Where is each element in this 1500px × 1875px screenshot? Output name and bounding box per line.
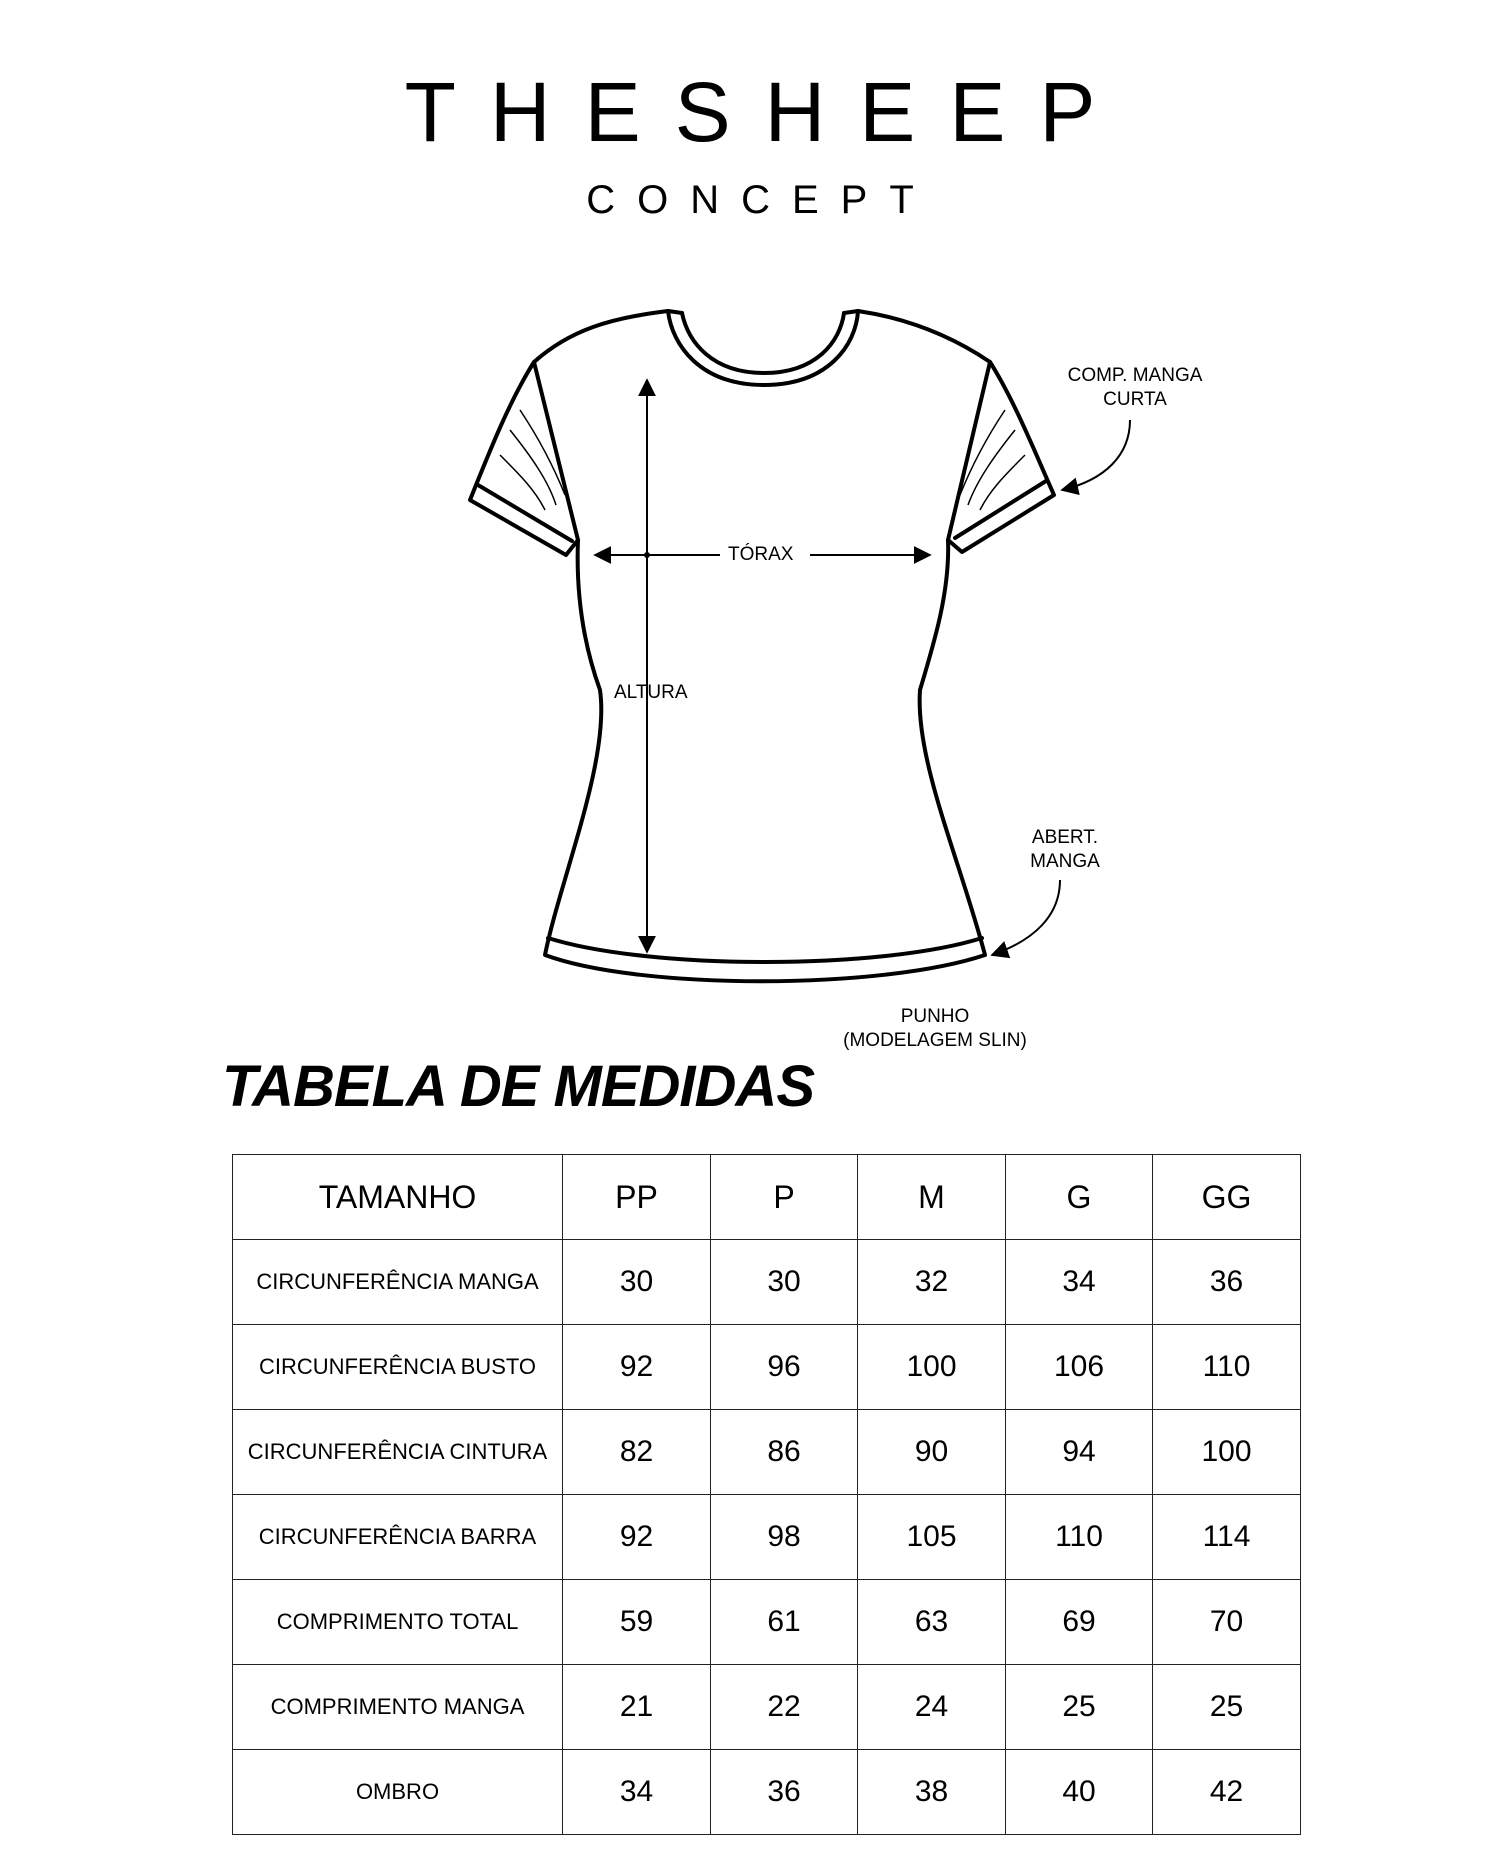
measurement-cell: 25: [1153, 1665, 1301, 1750]
label-abert-manga: [1010, 826, 1120, 874]
measurement-cell: 90: [858, 1410, 1006, 1495]
measurement-cell: 63: [858, 1580, 1006, 1665]
size-header-cell: G: [1006, 1155, 1153, 1240]
table-row: [233, 1410, 1301, 1495]
size-table: [232, 1154, 1301, 1835]
label-comp-manga: [1040, 364, 1230, 412]
sleeve-fold-lines: [500, 410, 1025, 510]
measurement-cell: 69: [1006, 1580, 1153, 1665]
table-row: [233, 1750, 1301, 1835]
measurement-cell: 22: [711, 1665, 858, 1750]
table-row: [233, 1665, 1301, 1750]
size-header-cell: GG: [1153, 1155, 1301, 1240]
measurement-cell: 100: [858, 1325, 1006, 1410]
measurement-cell: 92: [563, 1325, 711, 1410]
measurement-cell: 105: [858, 1495, 1006, 1580]
label-punho-line2: (MODELAGEM SLIN): [843, 1029, 1027, 1051]
measurement-cell: 106: [1006, 1325, 1153, 1410]
row-label: CIRCUNFERÊNCIA CINTURA: [233, 1410, 563, 1495]
measurement-cell: 59: [563, 1580, 711, 1665]
label-altura: ALTURA: [614, 682, 688, 703]
measurement-cell: 32: [858, 1240, 1006, 1325]
measurement-cell: 82: [563, 1410, 711, 1495]
measurement-cell: 114: [1153, 1495, 1301, 1580]
row-label: CIRCUNFERÊNCIA MANGA: [233, 1240, 563, 1325]
measurement-cell: 96: [711, 1325, 858, 1410]
size-header-cell: M: [858, 1155, 1006, 1240]
comp-manga-pointer: [1062, 420, 1130, 490]
label-comp-manga-line1: COMP. MANGA: [1067, 365, 1203, 386]
row-label: CIRCUNFERÊNCIA BUSTO: [233, 1325, 563, 1410]
table-row: [233, 1325, 1301, 1410]
measurement-cell: 100: [1153, 1410, 1301, 1495]
size-header-label: TAMANHO: [233, 1155, 563, 1240]
measurement-cell: 34: [1006, 1240, 1153, 1325]
table-row: [233, 1495, 1301, 1580]
measurement-cell: 24: [858, 1665, 1006, 1750]
abert-manga-pointer: [992, 880, 1060, 955]
label-punho: [820, 1005, 1050, 1053]
label-punho-line1: PUNHO: [900, 1006, 970, 1027]
size-header-cell: PP: [563, 1155, 711, 1240]
table-row: [233, 1580, 1301, 1665]
tshirt-left-sleeve: [470, 362, 578, 555]
tshirt-body-outline: [534, 311, 990, 981]
label-abert-manga-line2: MANGA: [1030, 850, 1100, 872]
measurement-cell: 70: [1153, 1580, 1301, 1665]
brand-logo-title: THESHEEP: [404, 65, 1130, 159]
measurement-cell: 25: [1006, 1665, 1153, 1750]
size-table-title: TABELA DE MEDIDAS: [222, 1054, 814, 1119]
measurement-cell: 30: [563, 1240, 711, 1325]
measurement-cell: 38: [858, 1750, 1006, 1835]
brand-logo-subtitle: CONCEPT: [586, 178, 936, 222]
label-torax: TÓRAX: [728, 544, 794, 565]
row-label: COMPRIMENTO TOTAL: [233, 1580, 563, 1665]
label-abert-manga-line1: ABERT.: [1031, 827, 1099, 848]
measurement-cell: 40: [1006, 1750, 1153, 1835]
measurement-cell: 94: [1006, 1410, 1153, 1495]
tshirt-hem-band: [548, 938, 982, 962]
table-row: [233, 1240, 1301, 1325]
measurement-cell: 61: [711, 1580, 858, 1665]
measurement-cell: 86: [711, 1410, 858, 1495]
measurement-cell: 92: [563, 1495, 711, 1580]
row-label: COMPRIMENTO MANGA: [233, 1665, 563, 1750]
size-table-header-row: [233, 1155, 1301, 1240]
measurement-cell: 21: [563, 1665, 711, 1750]
measurement-cell: 30: [711, 1240, 858, 1325]
measurement-cell: 36: [711, 1750, 858, 1835]
measurement-cell: 98: [711, 1495, 858, 1580]
measurement-cell: 36: [1153, 1240, 1301, 1325]
measurement-cell: 34: [563, 1750, 711, 1835]
row-label: CIRCUNFERÊNCIA BARRA: [233, 1495, 563, 1580]
tshirt-right-sleeve: [948, 362, 1054, 552]
size-header-cell: P: [711, 1155, 858, 1240]
measurement-cell: 110: [1006, 1495, 1153, 1580]
measurement-cell: 42: [1153, 1750, 1301, 1835]
row-label: OMBRO: [233, 1750, 563, 1835]
label-comp-manga-line2: CURTA: [1103, 388, 1167, 410]
measurement-cell: 110: [1153, 1325, 1301, 1410]
tshirt-neckline-inner: [682, 313, 844, 373]
